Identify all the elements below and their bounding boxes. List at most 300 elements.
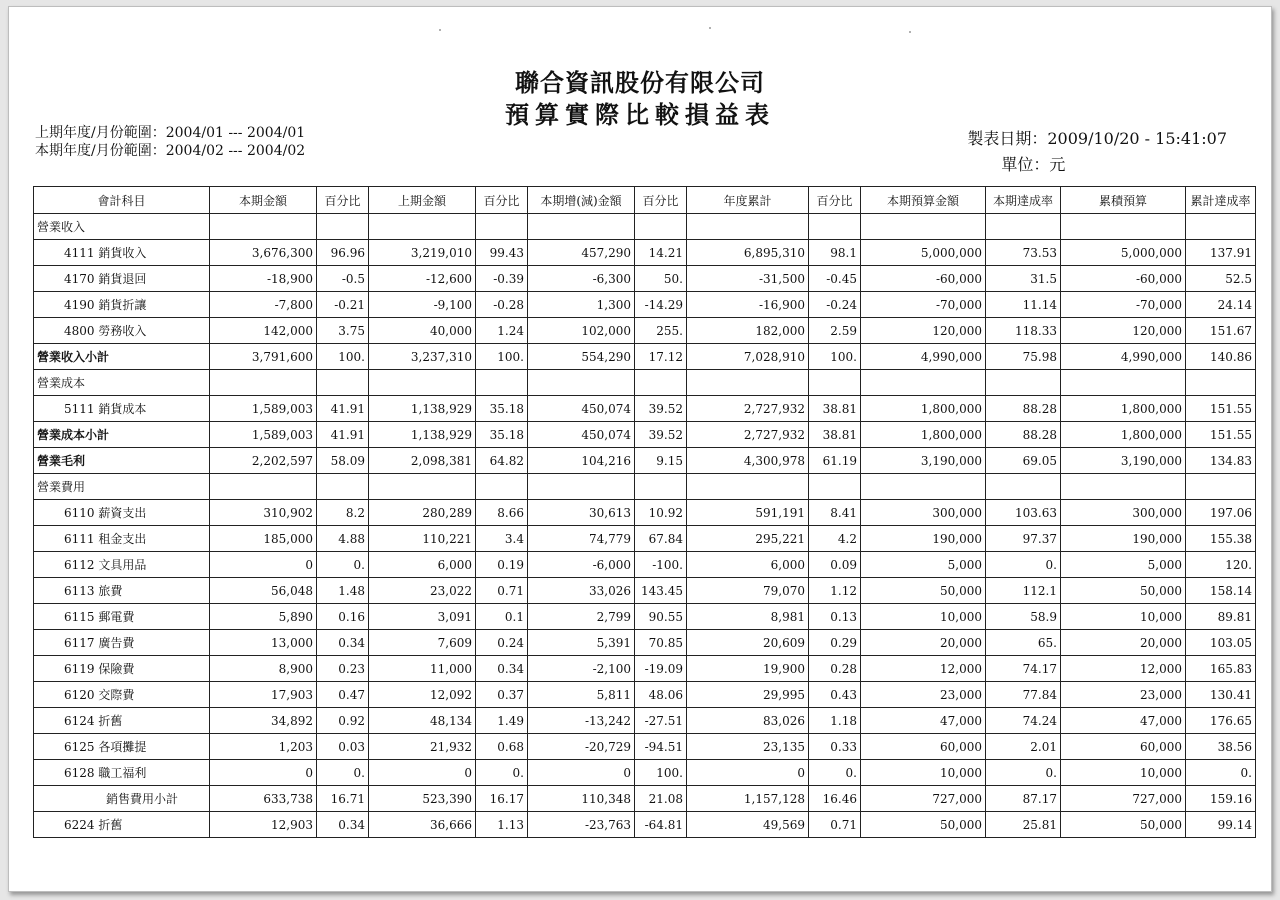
section-row bbox=[34, 370, 1256, 396]
table-cell: 8.66 bbox=[476, 500, 528, 526]
table-cell: 176.65 bbox=[1186, 708, 1256, 734]
table-cell: 25.81 bbox=[986, 812, 1061, 838]
table-cell: 65. bbox=[986, 630, 1061, 656]
company-name: 聯合資訊股份有限公司 bbox=[515, 68, 765, 97]
table-cell: 99.14 bbox=[1186, 812, 1256, 838]
table-cell: 83,026 bbox=[687, 708, 809, 734]
table-cell: 0. bbox=[317, 760, 369, 786]
table-cell: -27.51 bbox=[635, 708, 687, 734]
table-cell: 21.08 bbox=[635, 786, 687, 812]
table-cell: 450,074 bbox=[528, 396, 635, 422]
table-cell: 0.33 bbox=[809, 734, 861, 760]
table-cell bbox=[210, 474, 317, 500]
table-cell: 58.9 bbox=[986, 604, 1061, 630]
table-cell: 2,202,597 bbox=[210, 448, 317, 474]
section-row bbox=[34, 474, 1256, 500]
table-cell: 11.14 bbox=[986, 292, 1061, 318]
table-cell: 3,791,600 bbox=[210, 344, 317, 370]
table-cell: 74,779 bbox=[528, 526, 635, 552]
table-cell: 11,000 bbox=[369, 656, 476, 682]
table-cell: 1.49 bbox=[476, 708, 528, 734]
table-cell: -13,242 bbox=[528, 708, 635, 734]
table-cell: 103.05 bbox=[1186, 630, 1256, 656]
table-cell: 151.67 bbox=[1186, 318, 1256, 344]
column-header: 百分比 bbox=[635, 187, 687, 214]
table-cell bbox=[528, 370, 635, 396]
current-period-value: 2004/02 --- 2004/02 bbox=[165, 143, 306, 159]
table-row bbox=[34, 734, 1256, 760]
table-cell: -60,000 bbox=[1061, 266, 1186, 292]
table-cell: -0.5 bbox=[317, 266, 369, 292]
table-row bbox=[34, 318, 1256, 344]
table-cell: 5,000 bbox=[1061, 552, 1186, 578]
table-cell: 90.55 bbox=[635, 604, 687, 630]
table-cell: 0.09 bbox=[809, 552, 861, 578]
table-cell: 1,300 bbox=[528, 292, 635, 318]
table-cell: 3,190,000 bbox=[1061, 448, 1186, 474]
table-cell: 60,000 bbox=[861, 734, 986, 760]
table-cell: 727,000 bbox=[861, 786, 986, 812]
table-cell bbox=[861, 474, 986, 500]
table-cell: -20,729 bbox=[528, 734, 635, 760]
column-header: 累積預算 bbox=[1061, 187, 1186, 214]
table-cell: 182,000 bbox=[687, 318, 809, 344]
table-row bbox=[34, 682, 1256, 708]
scan-speck bbox=[909, 31, 911, 33]
table-cell: -2,100 bbox=[528, 656, 635, 682]
table-cell: 110,221 bbox=[369, 526, 476, 552]
table-cell: 6,000 bbox=[369, 552, 476, 578]
subtotal-row bbox=[34, 448, 1256, 474]
table-cell: 12,092 bbox=[369, 682, 476, 708]
table-cell: -18,900 bbox=[210, 266, 317, 292]
table-cell: 88.28 bbox=[986, 422, 1061, 448]
table-cell: 74.17 bbox=[986, 656, 1061, 682]
table-cell: 48,134 bbox=[369, 708, 476, 734]
table-cell: 19,900 bbox=[687, 656, 809, 682]
subtotal-row bbox=[34, 344, 1256, 370]
table-cell: 155.38 bbox=[1186, 526, 1256, 552]
report-page bbox=[8, 6, 1272, 892]
table-cell: 10,000 bbox=[1061, 604, 1186, 630]
scan-speck bbox=[709, 27, 711, 29]
table-cell: 1.18 bbox=[809, 708, 861, 734]
table-cell: 0.24 bbox=[476, 630, 528, 656]
table-cell: 56,048 bbox=[210, 578, 317, 604]
scan-speck bbox=[439, 29, 441, 31]
table-cell: 60,000 bbox=[1061, 734, 1186, 760]
table-cell: 21,932 bbox=[369, 734, 476, 760]
table-cell bbox=[986, 474, 1061, 500]
table-cell: 103.63 bbox=[986, 500, 1061, 526]
column-header: 年度累計 bbox=[687, 187, 809, 214]
table-cell: 39.52 bbox=[635, 422, 687, 448]
table-cell: -0.28 bbox=[476, 292, 528, 318]
account-label: 6128 職工福利 bbox=[34, 760, 210, 786]
account-label: 5111 銷貨成本 bbox=[34, 396, 210, 422]
table-cell bbox=[476, 474, 528, 500]
table-cell: -9,100 bbox=[369, 292, 476, 318]
account-label: 營業收入小計 bbox=[34, 344, 210, 370]
table-cell: 5,000,000 bbox=[861, 240, 986, 266]
table-cell: 88.28 bbox=[986, 396, 1061, 422]
table-cell: 50,000 bbox=[1061, 578, 1186, 604]
table-cell: -19.09 bbox=[635, 656, 687, 682]
table-cell: 16.17 bbox=[476, 786, 528, 812]
table-cell bbox=[528, 214, 635, 240]
table-cell: 47,000 bbox=[1061, 708, 1186, 734]
table-cell: -16,900 bbox=[687, 292, 809, 318]
table-cell: 16.46 bbox=[809, 786, 861, 812]
table-cell: 13,000 bbox=[210, 630, 317, 656]
table-cell bbox=[476, 370, 528, 396]
table-cell: 79,070 bbox=[687, 578, 809, 604]
table-cell: 8,981 bbox=[687, 604, 809, 630]
table-row bbox=[34, 708, 1256, 734]
table-cell: 75.98 bbox=[986, 344, 1061, 370]
table-cell bbox=[1061, 474, 1186, 500]
table-cell: 0 bbox=[369, 760, 476, 786]
table-cell: 23,000 bbox=[1061, 682, 1186, 708]
table-cell: 591,191 bbox=[687, 500, 809, 526]
account-label: 6115 郵電費 bbox=[34, 604, 210, 630]
table-cell: -14.29 bbox=[635, 292, 687, 318]
table-cell: 0.68 bbox=[476, 734, 528, 760]
table-cell bbox=[635, 370, 687, 396]
table-cell bbox=[861, 370, 986, 396]
table-cell: 0.29 bbox=[809, 630, 861, 656]
current-period-range bbox=[35, 142, 305, 160]
table-cell bbox=[317, 474, 369, 500]
column-header: 會計科目 bbox=[34, 187, 210, 214]
table-cell: 30,613 bbox=[528, 500, 635, 526]
table-row bbox=[34, 292, 1256, 318]
table-cell: 190,000 bbox=[861, 526, 986, 552]
table-cell: 49,569 bbox=[687, 812, 809, 838]
table-cell: 67.84 bbox=[635, 526, 687, 552]
report-unit bbox=[967, 152, 1227, 178]
table-cell: 50,000 bbox=[861, 812, 986, 838]
table-cell: 1.13 bbox=[476, 812, 528, 838]
table-cell bbox=[369, 370, 476, 396]
table-cell: 0.34 bbox=[317, 630, 369, 656]
table-cell: 17.12 bbox=[635, 344, 687, 370]
table-cell: 0.03 bbox=[317, 734, 369, 760]
table-cell: 98.1 bbox=[809, 240, 861, 266]
table-cell: 3.4 bbox=[476, 526, 528, 552]
table-cell: 300,000 bbox=[861, 500, 986, 526]
table-row bbox=[34, 396, 1256, 422]
table-cell bbox=[986, 370, 1061, 396]
table-cell bbox=[687, 474, 809, 500]
table-cell: 310,902 bbox=[210, 500, 317, 526]
table-cell: 36,666 bbox=[369, 812, 476, 838]
table-cell: 17,903 bbox=[210, 682, 317, 708]
table-cell: 52.5 bbox=[1186, 266, 1256, 292]
column-header: 本期增(減)金額 bbox=[528, 187, 635, 214]
table-cell: 9.15 bbox=[635, 448, 687, 474]
table-cell: 197.06 bbox=[1186, 500, 1256, 526]
table-cell: 14.21 bbox=[635, 240, 687, 266]
table-cell: 104,216 bbox=[528, 448, 635, 474]
table-cell: 165.83 bbox=[1186, 656, 1256, 682]
table-cell bbox=[210, 370, 317, 396]
table-row bbox=[34, 786, 1256, 812]
account-label: 銷售費用小計 bbox=[34, 786, 210, 812]
table-cell: 74.24 bbox=[986, 708, 1061, 734]
table-cell: -100. bbox=[635, 552, 687, 578]
table-cell: 23,000 bbox=[861, 682, 986, 708]
account-label: 6119 保險費 bbox=[34, 656, 210, 682]
table-cell bbox=[687, 214, 809, 240]
table-cell: 6,895,310 bbox=[687, 240, 809, 266]
table-cell: 2,799 bbox=[528, 604, 635, 630]
table-cell: -12,600 bbox=[369, 266, 476, 292]
table-cell: 3,676,300 bbox=[210, 240, 317, 266]
table-cell: 5,811 bbox=[528, 682, 635, 708]
budget-comparison-table bbox=[33, 186, 1256, 838]
table-row bbox=[34, 578, 1256, 604]
table-cell: 0.1 bbox=[476, 604, 528, 630]
table-row bbox=[34, 500, 1256, 526]
table-cell bbox=[1186, 370, 1256, 396]
table-cell: 0. bbox=[476, 760, 528, 786]
table-cell bbox=[476, 214, 528, 240]
table-cell: 0. bbox=[986, 760, 1061, 786]
table-cell: 4,990,000 bbox=[861, 344, 986, 370]
table-cell: 10.92 bbox=[635, 500, 687, 526]
table-cell: 727,000 bbox=[1061, 786, 1186, 812]
table-cell: 97.37 bbox=[986, 526, 1061, 552]
table-cell: 41.91 bbox=[317, 422, 369, 448]
table-cell: 3,237,310 bbox=[369, 344, 476, 370]
table-cell: 3,219,010 bbox=[369, 240, 476, 266]
table-cell: 58.09 bbox=[317, 448, 369, 474]
table-cell: 50,000 bbox=[861, 578, 986, 604]
table-cell bbox=[1061, 214, 1186, 240]
table-cell: 142,000 bbox=[210, 318, 317, 344]
table-row bbox=[34, 656, 1256, 682]
table-cell: 2.01 bbox=[986, 734, 1061, 760]
table-cell: 134.83 bbox=[1186, 448, 1256, 474]
table-cell: 137.91 bbox=[1186, 240, 1256, 266]
table-cell: 5,000 bbox=[861, 552, 986, 578]
table-cell: 70.85 bbox=[635, 630, 687, 656]
table-cell: 0.16 bbox=[317, 604, 369, 630]
table-cell: 50,000 bbox=[1061, 812, 1186, 838]
table-cell: 280,289 bbox=[369, 500, 476, 526]
table-cell: 100. bbox=[809, 344, 861, 370]
table-cell: 1,800,000 bbox=[861, 396, 986, 422]
table-cell: 1.12 bbox=[809, 578, 861, 604]
table-cell: 1,589,003 bbox=[210, 422, 317, 448]
unit-value: 元 bbox=[1049, 155, 1066, 174]
subtotal-row bbox=[34, 422, 1256, 448]
table-cell: 48.06 bbox=[635, 682, 687, 708]
table-cell: 87.17 bbox=[986, 786, 1061, 812]
table-cell: 5,000,000 bbox=[1061, 240, 1186, 266]
table-cell: 1,157,128 bbox=[687, 786, 809, 812]
account-label: 6125 各項攤提 bbox=[34, 734, 210, 760]
table-cell bbox=[528, 474, 635, 500]
table-cell: 130.41 bbox=[1186, 682, 1256, 708]
table-cell: 2,098,381 bbox=[369, 448, 476, 474]
table-cell: 35.18 bbox=[476, 396, 528, 422]
report-date-value: 2009/10/20 - 15:41:07 bbox=[1047, 129, 1227, 148]
column-header: 本期達成率 bbox=[986, 187, 1061, 214]
table-cell: 20,000 bbox=[1061, 630, 1186, 656]
table-cell: 7,609 bbox=[369, 630, 476, 656]
table-cell: 4.2 bbox=[809, 526, 861, 552]
table-row bbox=[34, 526, 1256, 552]
table-cell: 158.14 bbox=[1186, 578, 1256, 604]
table-cell: -31,500 bbox=[687, 266, 809, 292]
table-cell: 1,800,000 bbox=[861, 422, 986, 448]
table-cell bbox=[1061, 370, 1186, 396]
table-cell: 0. bbox=[986, 552, 1061, 578]
table-header-row bbox=[34, 187, 1256, 214]
table-cell: 35.18 bbox=[476, 422, 528, 448]
table-cell: 4.88 bbox=[317, 526, 369, 552]
table-cell: 0.13 bbox=[809, 604, 861, 630]
table-cell: 1,138,929 bbox=[369, 422, 476, 448]
table-cell: 450,074 bbox=[528, 422, 635, 448]
table-cell: 8,900 bbox=[210, 656, 317, 682]
table-cell: 69.05 bbox=[986, 448, 1061, 474]
table-cell: 120,000 bbox=[1061, 318, 1186, 344]
table-cell bbox=[369, 474, 476, 500]
table-cell: 143.45 bbox=[635, 578, 687, 604]
current-period-label: 本期年度/月份範圍： bbox=[35, 143, 166, 159]
table-cell: 2,727,932 bbox=[687, 422, 809, 448]
table-cell: 1.24 bbox=[476, 318, 528, 344]
table-cell: 8.2 bbox=[317, 500, 369, 526]
table-cell bbox=[861, 214, 986, 240]
table-cell: 34,892 bbox=[210, 708, 317, 734]
table-cell: 0.37 bbox=[476, 682, 528, 708]
table-cell: 23,135 bbox=[687, 734, 809, 760]
table-cell: 1,589,003 bbox=[210, 396, 317, 422]
table-row bbox=[34, 240, 1256, 266]
table-cell bbox=[317, 214, 369, 240]
table-cell: 40,000 bbox=[369, 318, 476, 344]
table-cell: 5,391 bbox=[528, 630, 635, 656]
table-cell bbox=[809, 474, 861, 500]
unit-label: 單位： bbox=[1001, 155, 1050, 174]
previous-period-value: 2004/01 --- 2004/01 bbox=[165, 125, 306, 141]
table-cell: 10,000 bbox=[861, 604, 986, 630]
table-row bbox=[34, 630, 1256, 656]
table-cell: 0.43 bbox=[809, 682, 861, 708]
table-cell: 112.1 bbox=[986, 578, 1061, 604]
table-cell: -6,000 bbox=[528, 552, 635, 578]
table-cell: 300,000 bbox=[1061, 500, 1186, 526]
table-cell: 29,995 bbox=[687, 682, 809, 708]
table-body bbox=[34, 214, 1256, 838]
table-cell: 0.71 bbox=[476, 578, 528, 604]
column-header: 百分比 bbox=[809, 187, 861, 214]
table-cell bbox=[1186, 214, 1256, 240]
previous-period-range bbox=[35, 124, 305, 142]
table-cell: 2,727,932 bbox=[687, 396, 809, 422]
table-cell: 24.14 bbox=[1186, 292, 1256, 318]
account-label: 營業成本小計 bbox=[34, 422, 210, 448]
table-cell: 185,000 bbox=[210, 526, 317, 552]
table-cell: 33,026 bbox=[528, 578, 635, 604]
table-cell: 47,000 bbox=[861, 708, 986, 734]
table-cell: 7,028,910 bbox=[687, 344, 809, 370]
table-cell: 100. bbox=[635, 760, 687, 786]
table-cell: 0 bbox=[528, 760, 635, 786]
table-cell: 16.71 bbox=[317, 786, 369, 812]
table-cell: 0.23 bbox=[317, 656, 369, 682]
table-cell: 96.96 bbox=[317, 240, 369, 266]
table-cell: 38.81 bbox=[809, 422, 861, 448]
table-cell: -0.39 bbox=[476, 266, 528, 292]
table-cell: 0.34 bbox=[317, 812, 369, 838]
table-cell: 12,903 bbox=[210, 812, 317, 838]
table-cell: 99.43 bbox=[476, 240, 528, 266]
account-label: 4170 銷貨退回 bbox=[34, 266, 210, 292]
table-cell: 89.81 bbox=[1186, 604, 1256, 630]
table-cell: 31.5 bbox=[986, 266, 1061, 292]
table-cell bbox=[210, 214, 317, 240]
table-cell: 0 bbox=[687, 760, 809, 786]
account-label: 6112 文具用品 bbox=[34, 552, 210, 578]
section-row bbox=[34, 214, 1256, 240]
column-header: 百分比 bbox=[317, 187, 369, 214]
report-title: 預算實際比較損益表 bbox=[505, 100, 775, 129]
table-cell: 159.16 bbox=[1186, 786, 1256, 812]
table-cell: 12,000 bbox=[1061, 656, 1186, 682]
account-label: 6110 薪資支出 bbox=[34, 500, 210, 526]
table-cell: 0 bbox=[210, 552, 317, 578]
table-cell: 12,000 bbox=[861, 656, 986, 682]
account-label: 營業收入 bbox=[34, 214, 210, 240]
account-label: 6124 折舊 bbox=[34, 708, 210, 734]
table-cell: 0.47 bbox=[317, 682, 369, 708]
table-cell: 0.19 bbox=[476, 552, 528, 578]
table-cell bbox=[986, 214, 1061, 240]
table-cell: 457,290 bbox=[528, 240, 635, 266]
table-cell: 3.75 bbox=[317, 318, 369, 344]
table-cell: -0.21 bbox=[317, 292, 369, 318]
table-cell: -60,000 bbox=[861, 266, 986, 292]
table-cell: 120. bbox=[1186, 552, 1256, 578]
table-cell: 10,000 bbox=[861, 760, 986, 786]
table-cell: 190,000 bbox=[1061, 526, 1186, 552]
table-cell: 3,190,000 bbox=[861, 448, 986, 474]
table-cell: 0. bbox=[317, 552, 369, 578]
table-cell: 20,000 bbox=[861, 630, 986, 656]
table-cell: 1,138,929 bbox=[369, 396, 476, 422]
table-cell: 0.71 bbox=[809, 812, 861, 838]
previous-period-label: 上期年度/月份範圍： bbox=[35, 125, 166, 141]
table-cell: -64.81 bbox=[635, 812, 687, 838]
table-cell: 151.55 bbox=[1186, 422, 1256, 448]
table-cell bbox=[317, 370, 369, 396]
table-cell: 151.55 bbox=[1186, 396, 1256, 422]
table-cell: -70,000 bbox=[1061, 292, 1186, 318]
account-label: 營業費用 bbox=[34, 474, 210, 500]
table-cell bbox=[635, 214, 687, 240]
table-cell: 39.52 bbox=[635, 396, 687, 422]
column-header: 累計達成率 bbox=[1186, 187, 1256, 214]
table-cell bbox=[687, 370, 809, 396]
table-cell: 100. bbox=[317, 344, 369, 370]
table-cell: -0.24 bbox=[809, 292, 861, 318]
table-cell: 41.91 bbox=[317, 396, 369, 422]
